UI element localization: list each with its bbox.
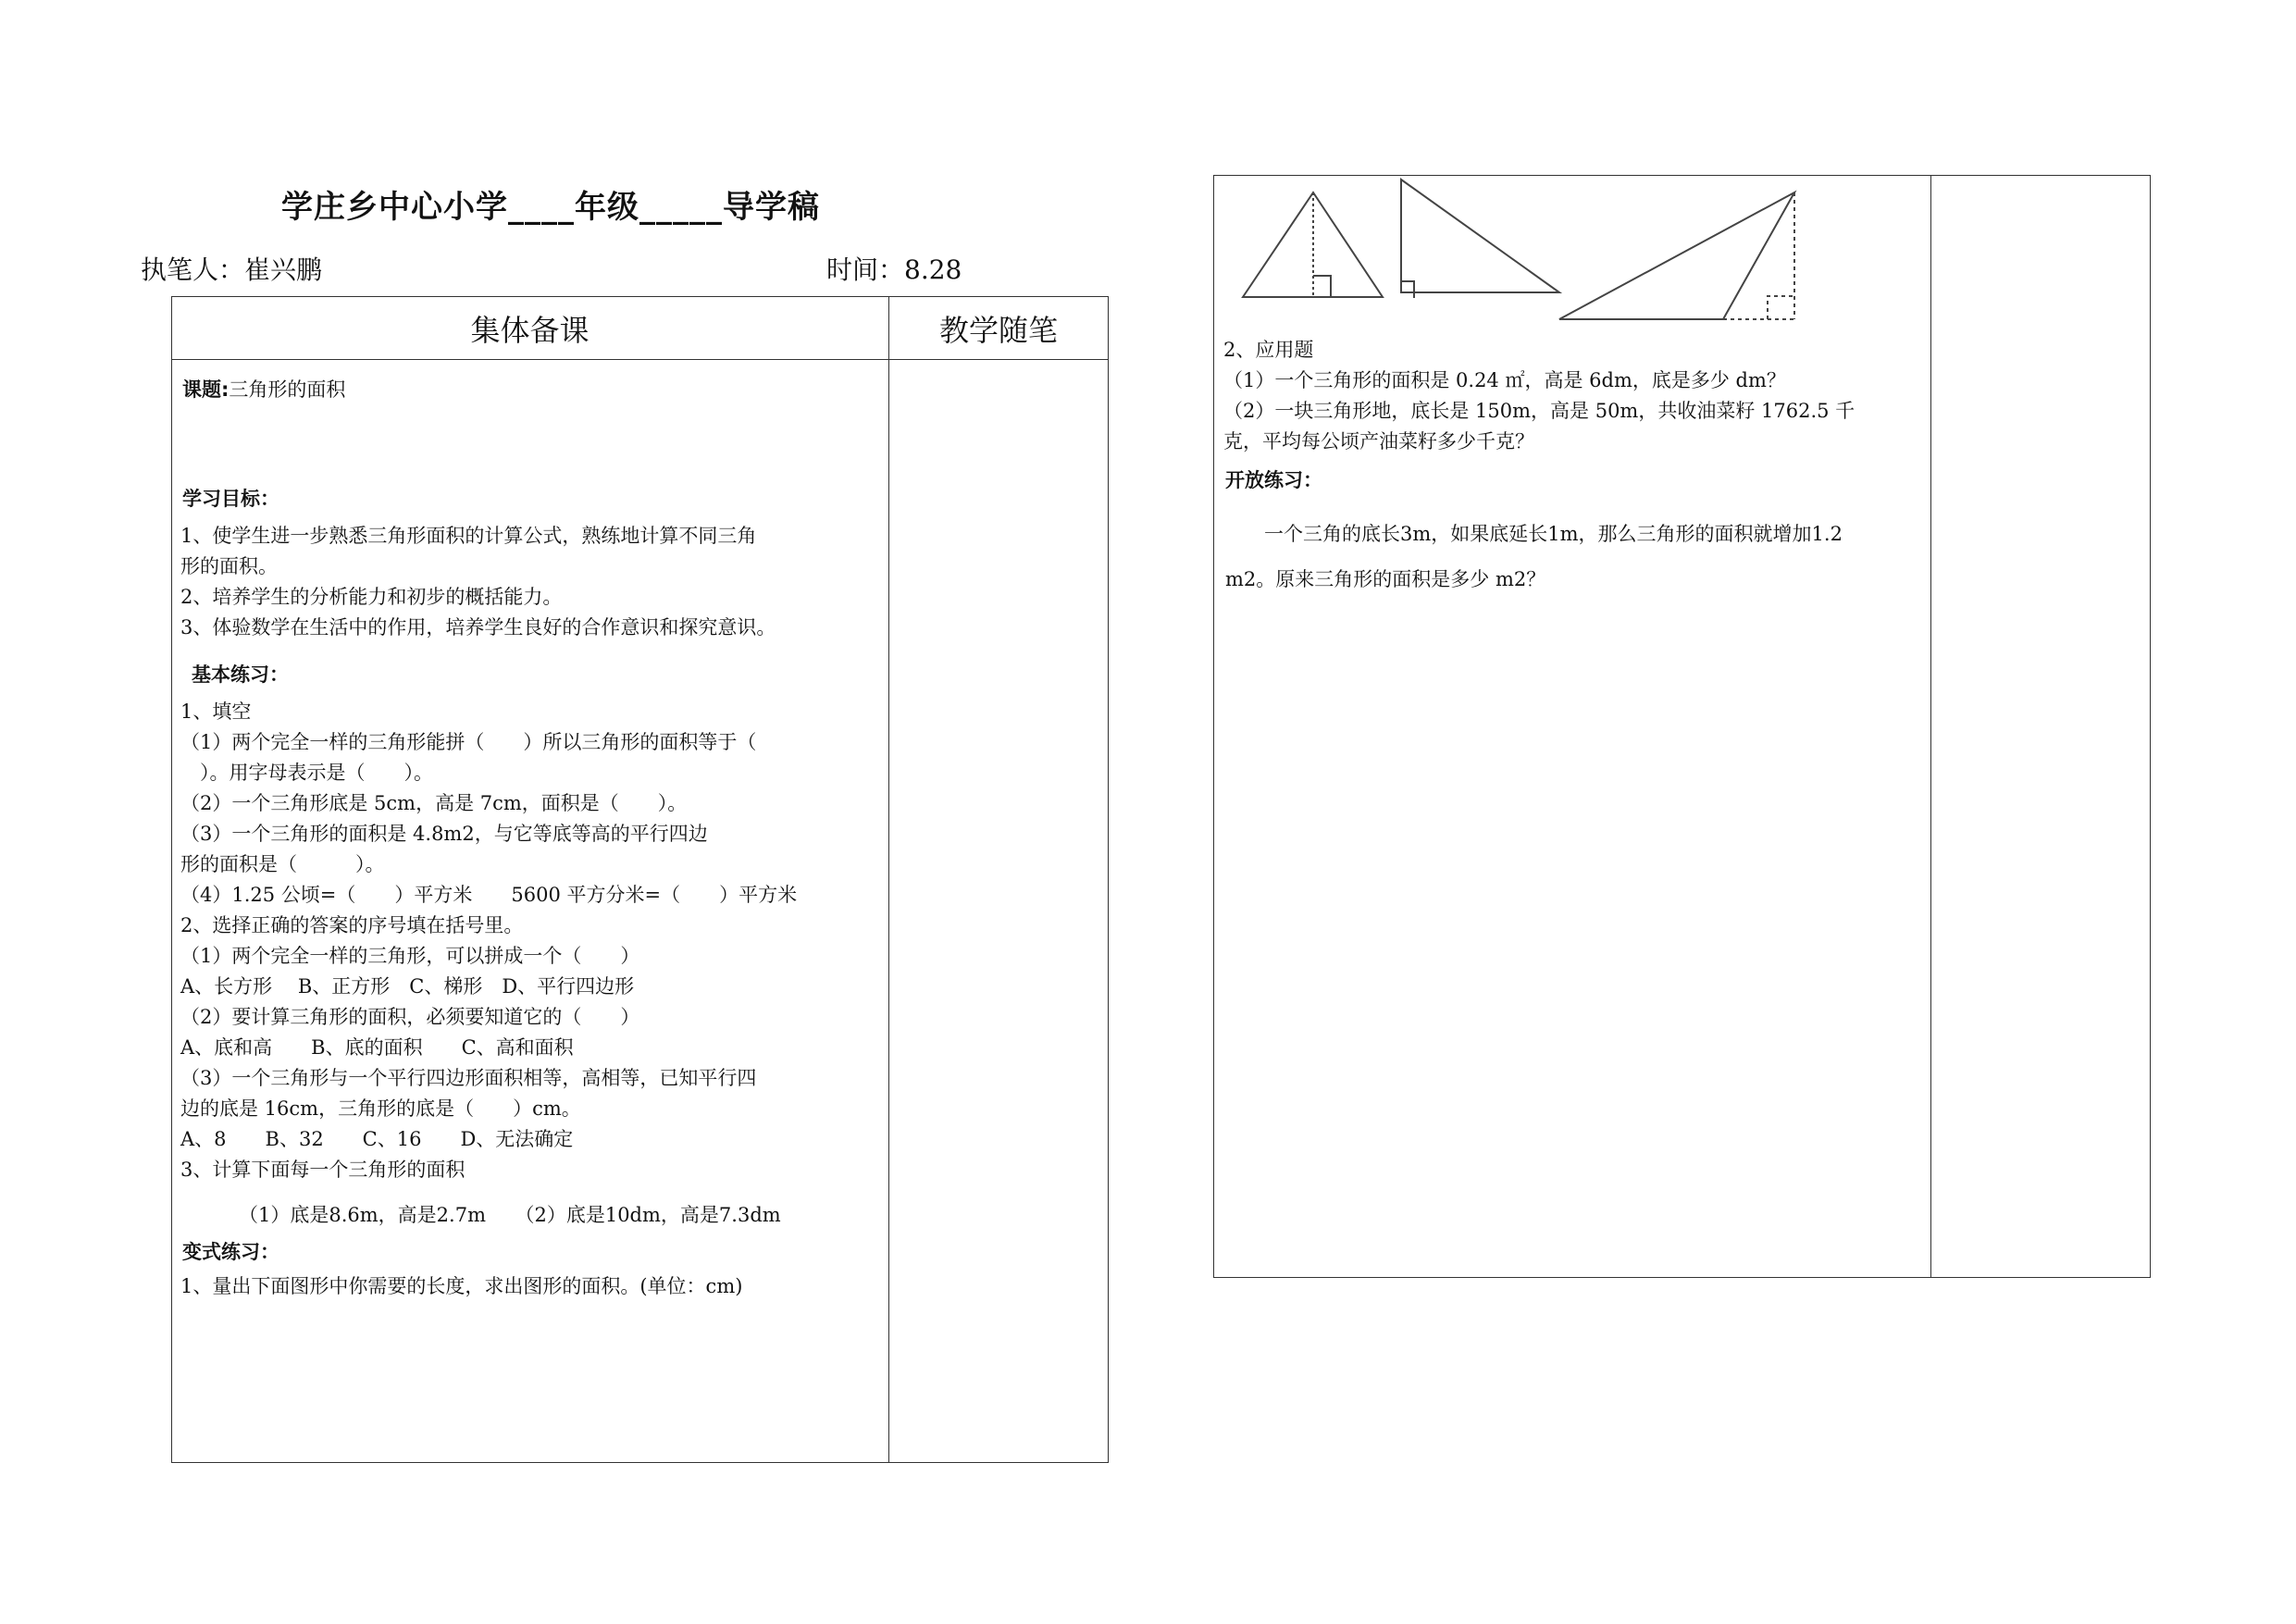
author-line: 执笔人：崔兴鹏: [141, 254, 323, 285]
topic-row: [182, 375, 345, 405]
exercise-line: （1）两个完全一样的三角形能拼（ ）所以三角形的面积等于（: [180, 731, 757, 753]
exercise-line: （2）一个三角形底是 5cm，高是 7cm，面积是（ ）。: [180, 792, 688, 814]
basic-exercises: [180, 697, 797, 1185]
col-header-collective: 集体备课: [470, 313, 590, 348]
exercise-line: A、8 B、32 C、16 D、无法确定: [180, 1128, 574, 1150]
right-angle-mark: [1401, 281, 1414, 298]
left-table-divider: [888, 296, 889, 1463]
variant-line: 1、量出下面图形中你需要的长度，求出图形的面积。(单位：cm): [180, 1275, 743, 1297]
topic-value: 三角形的面积: [229, 378, 346, 401]
calc-line: （1）底是8.6m，高是2.7m （2）底是10dm，高是7.3dm: [239, 1204, 781, 1226]
open-heading: 开放练习：: [1225, 469, 1322, 491]
triangle-figures: [1222, 178, 1832, 330]
goals-heading: 学习目标：: [182, 488, 279, 510]
basic-heading: 基本练习：: [192, 663, 289, 686]
goals-list: [180, 521, 776, 643]
goal-line: 2、培养学生的分析能力和初步的概括能力。: [180, 586, 563, 608]
triangle-figure-right: [1401, 180, 1559, 292]
exercise-line: 形的面积是（ ）。: [180, 853, 385, 875]
open-line: 一个三角的底长3m，如果底延长1m，那么三角形的面积就增加1.2: [1225, 523, 1843, 545]
exercise-line: 1、填空: [180, 700, 252, 723]
application-problems: [1223, 335, 1855, 457]
goal-line: 3、体验数学在生活中的作用，培养学生良好的合作意识和探究意识。: [180, 616, 776, 638]
problem-line: （1）一个三角形的面积是 0.24 ㎡，高是 6dm，底是多少 dm？: [1223, 369, 1786, 391]
exercise-line: （1）两个完全一样的三角形，可以拼成一个（ ）: [180, 945, 640, 967]
problem-line: （2）一块三角形地，底长是 150m，高是 50m，共收油菜籽 1762.5 千: [1223, 400, 1855, 422]
time-line: 时间：8.28: [826, 254, 962, 285]
problem-line: 克，平均每公顷产油菜籽多少千克？: [1223, 430, 1534, 452]
exercise-line: （2）要计算三角形的面积，必须要知道它的（ ）: [180, 1006, 640, 1028]
col-header-notes: 教学随笔: [938, 313, 1058, 348]
right-angle-mark: [1768, 296, 1794, 319]
exercise-line: 边的底是 16cm，三角形的底是（ ）cm。: [180, 1097, 581, 1120]
open-line: m2。原来三角形的面积是多少 m2？: [1225, 568, 1546, 590]
goal-line: 1、使学生进一步熟悉三角形面积的计算公式，熟练地计算不同三角: [180, 525, 757, 547]
exercise-line: ）。用字母表示是（ ）。: [180, 762, 433, 784]
goal-line: 形的面积。: [180, 555, 278, 577]
exercise-line: （4）1.25 公顷=（ ）平方米 5600 平方分米=（ ）平方米: [180, 884, 798, 906]
triangle-figure-obtuse: [1559, 192, 1794, 319]
exercise-line: A、底和高 B、底的面积 C、高和面积: [180, 1036, 574, 1059]
exercise-line: （3）一个三角形的面积是 4.8m2，与它等底等高的平行四边: [180, 823, 708, 845]
right-angle-mark: [1313, 276, 1331, 297]
problem-line: 2、应用题: [1223, 339, 1314, 361]
exercise-line: （3）一个三角形与一个平行四边形面积相等，高相等，已知平行四: [180, 1067, 757, 1089]
topic-label: 课题:: [182, 378, 230, 401]
page-title: 学庄乡中心小学____年级_____导学稿: [281, 189, 820, 226]
variant-heading: 变式练习：: [182, 1241, 279, 1263]
exercise-line: 3、计算下面每一个三角形的面积: [180, 1159, 465, 1181]
exercise-line: 2、选择正确的答案的序号填在括号里。: [180, 914, 524, 936]
exercise-line: A、长方形 B、正方形 C、梯形 D、平行四边形: [180, 975, 635, 998]
right-table-divider: [1930, 175, 1931, 1278]
left-table-header-rule: [171, 359, 1109, 360]
